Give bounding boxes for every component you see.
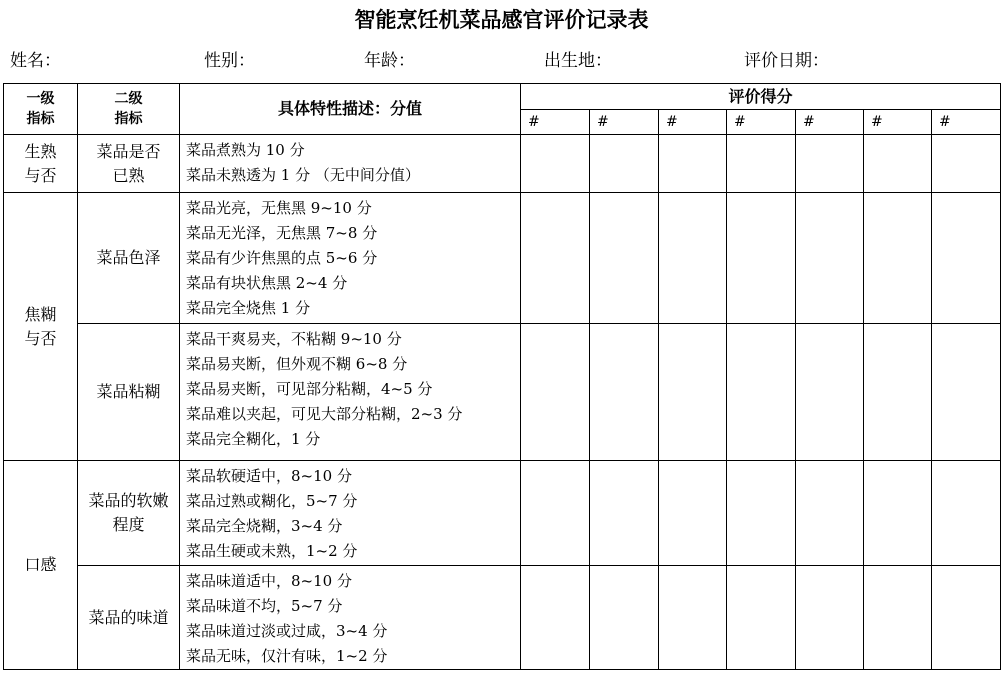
table-row [4, 324, 1001, 461]
score-cell[interactable] [659, 135, 727, 193]
name-field-label: 姓名： [10, 51, 61, 71]
score-cell[interactable] [659, 461, 727, 566]
level2-cell: 菜品色泽 [78, 193, 180, 324]
score-cell[interactable] [864, 324, 932, 461]
score-cell[interactable] [864, 566, 932, 670]
description-cell: 菜品煮熟为 10 分 菜品未熟透为 1 分 （无中间分值） [180, 135, 521, 193]
sample-5-header: # [796, 110, 864, 135]
score-cell[interactable] [727, 324, 796, 461]
score-cell[interactable] [590, 193, 659, 324]
score-cell[interactable] [864, 193, 932, 324]
score-cell[interactable] [521, 324, 590, 461]
level1-cell: 焦糊与否 [4, 193, 78, 461]
score-cell[interactable] [796, 135, 864, 193]
header-level2: 二级指标 [78, 84, 180, 135]
table-row [4, 461, 1001, 566]
sample-4-header: # [727, 110, 796, 135]
score-cell[interactable] [796, 461, 864, 566]
level2-cell: 菜品的软嫩程度 [78, 461, 180, 566]
score-cell[interactable] [521, 193, 590, 324]
table-row [4, 193, 1001, 324]
score-cell[interactable] [727, 461, 796, 566]
score-cell[interactable] [521, 461, 590, 566]
score-cell[interactable] [932, 193, 1001, 324]
score-cell[interactable] [590, 324, 659, 461]
score-cell[interactable] [932, 324, 1001, 461]
header-score: 评价得分 [521, 84, 1001, 110]
level2-cell: 菜品的味道 [78, 566, 180, 670]
score-cell[interactable] [659, 566, 727, 670]
level2-cell: 菜品是否已熟 [78, 135, 180, 193]
header-description: 具体特性描述：分值 [180, 84, 521, 135]
score-cell[interactable] [727, 135, 796, 193]
sample-2-header: # [590, 110, 659, 135]
evaluation-table [3, 83, 1001, 670]
score-cell[interactable] [521, 135, 590, 193]
score-cell[interactable] [727, 566, 796, 670]
date-field-label: 评价日期： [744, 51, 829, 71]
score-cell[interactable] [864, 461, 932, 566]
sample-6-header: # [864, 110, 932, 135]
level1-cell: 口感 [4, 461, 78, 670]
description-cell: 菜品干爽易夹，不粘糊 9~10 分 菜品易夹断，但外观不糊 6~8 分 菜品易夹断，可见部分粘糊，4~5 分 菜品难以夹起，可见大部分粘糊，2~3 分 菜品完全糊化，1 分 [180, 324, 521, 461]
description-cell: 菜品软硬适中，8~10 分 菜品过熟或糊化，5~7 分 菜品完全烧糊，3~4 分 菜品生硬或未熟，1~2 分 [180, 461, 521, 566]
table-row [4, 135, 1001, 193]
level2-cell: 菜品粘糊 [78, 324, 180, 461]
gender-field-label: 性别： [204, 51, 255, 71]
score-cell[interactable] [864, 135, 932, 193]
table-row [4, 566, 1001, 670]
score-cell[interactable] [796, 193, 864, 324]
score-cell[interactable] [727, 193, 796, 324]
birthplace-field-label: 出生地： [544, 51, 612, 71]
score-cell[interactable] [796, 324, 864, 461]
sample-1-header: # [521, 110, 590, 135]
description-cell: 菜品光亮，无焦黑 9~10 分 菜品无光泽，无焦黑 7~8 分 菜品有少许焦黑的点 5~6 分 菜品有块状焦黑 2~4 分 菜品完全烧焦 1 分 [180, 193, 521, 324]
score-cell[interactable] [590, 461, 659, 566]
score-cell[interactable] [659, 324, 727, 461]
score-cell[interactable] [932, 566, 1001, 670]
level1-cell: 生熟与否 [4, 135, 78, 193]
description-cell: 菜品味道适中，8~10 分 菜品味道不均，5~7 分 菜品味道过淡或过咸，3~4 分 菜品无味，仅汁有味，1~2 分 [180, 566, 521, 670]
page-title: 智能烹饪机菜品感官评价记录表 [354, 8, 649, 32]
score-cell[interactable] [932, 135, 1001, 193]
age-field-label: 年龄： [364, 51, 415, 71]
score-cell[interactable] [796, 566, 864, 670]
score-cell[interactable] [659, 193, 727, 324]
score-cell[interactable] [932, 461, 1001, 566]
sample-7-header: # [932, 110, 1001, 135]
sample-3-header: # [659, 110, 727, 135]
score-cell[interactable] [590, 566, 659, 670]
score-cell[interactable] [590, 135, 659, 193]
header-level1: 一级指标 [4, 84, 78, 135]
score-cell[interactable] [521, 566, 590, 670]
